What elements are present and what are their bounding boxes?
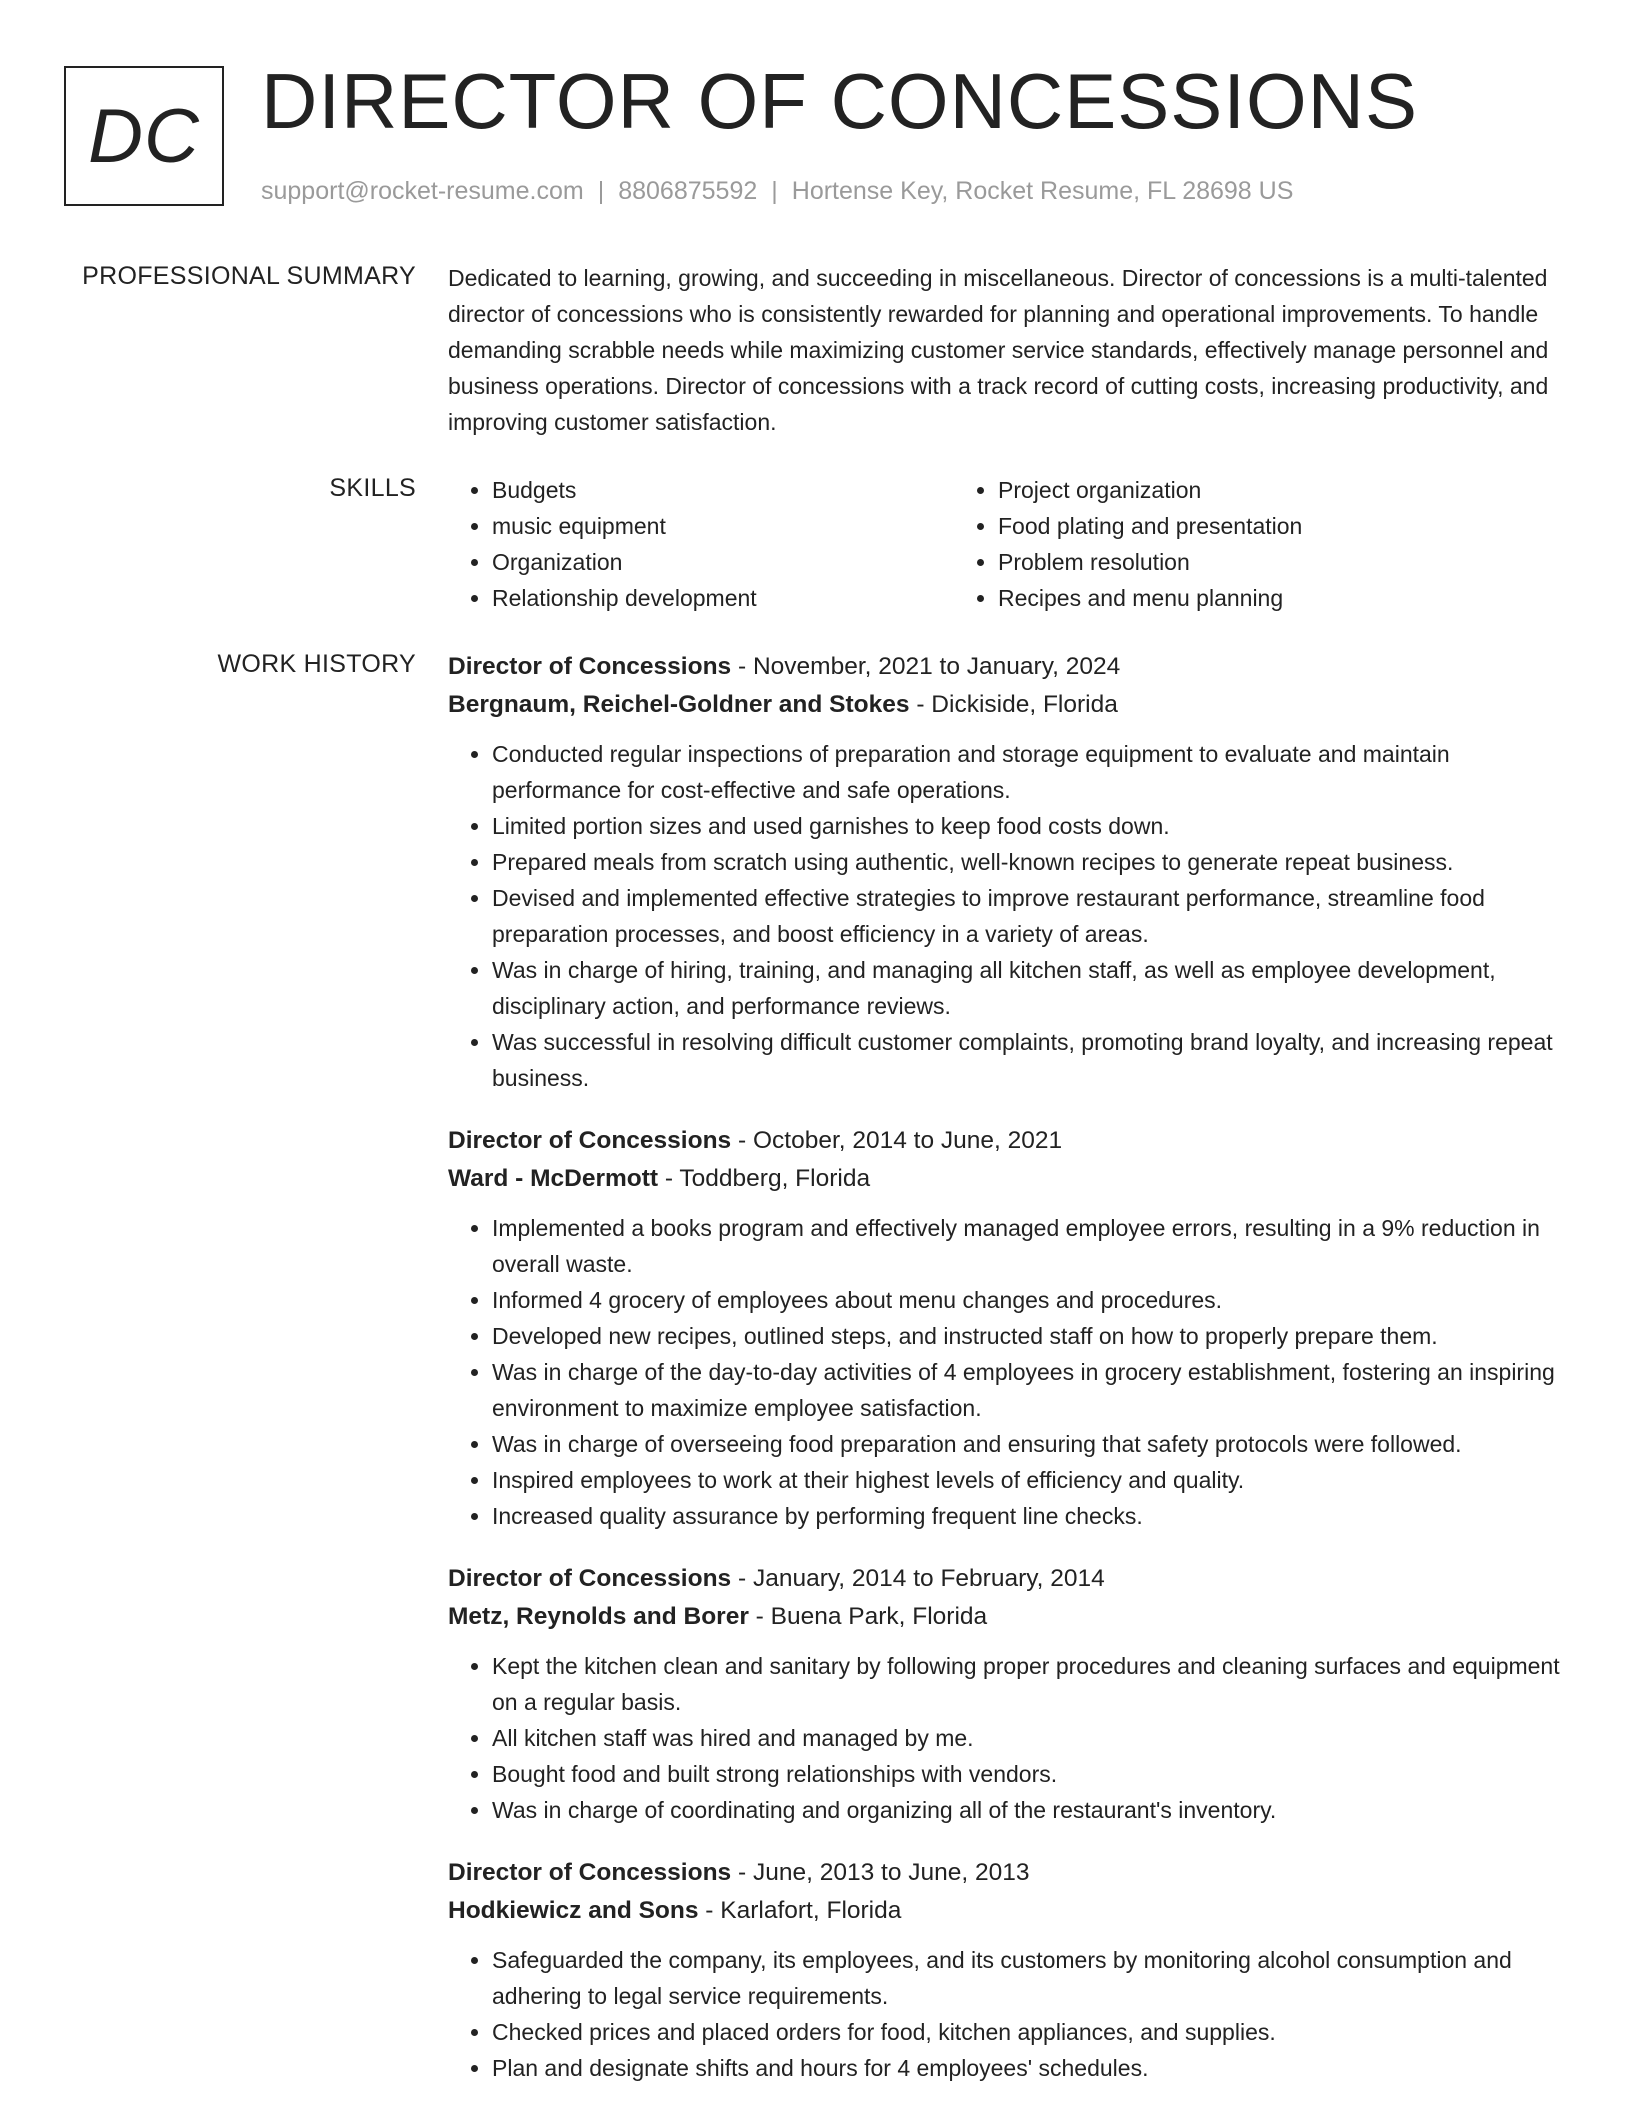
job-dates: - November, 2021 to January, 2024 [731,653,1121,680]
skill-item: • music equipment [492,508,954,544]
skill-item: • Problem resolution [998,544,1460,580]
job-company-line [448,1598,1570,1636]
job-title: Director of Concessions [448,1127,732,1154]
job-title-line [448,1560,1570,1598]
job-bullets [448,1210,1570,1534]
contact-separator: | [771,177,778,205]
skills-column-left [448,472,954,616]
skills-column-right [954,472,1460,616]
job-title: Director of Concessions [448,1859,732,1886]
job-title-line [448,1122,1570,1160]
contact-line [261,175,1293,207]
job-title: Director of Concessions [448,1565,732,1592]
job-company-line [448,686,1570,724]
job-bullet: • Was in charge of hiring, training, and managing all kitchen staff, as well as employee development, disciplinary action, and performance reviews. [492,952,1570,1024]
job-bullet: • Implemented a books program and effectively managed employee errors, resulting in a 9% reduction in overall waste. [492,1210,1570,1282]
job-company: Hodkiewicz and Sons [448,1897,699,1924]
job-bullets [448,736,1570,1096]
job-company-line [448,1892,1570,1930]
contact-address: Hortense Key, Rocket Resume, FL 28698 US [791,177,1294,205]
job-location: - Karlafort, Florida [698,1897,902,1924]
skills-list [448,472,1570,616]
job-bullet: • Was in charge of the day-to-day activities of 4 employees in grocery establishment, fostering an inspiring environment to maximize employee satisfaction. [492,1354,1570,1426]
job-title: Director of Concessions [448,653,732,680]
skill-item: • Organization [492,544,954,580]
job-bullet: • Plan and designate shifts and hours for 4 employees' schedules. [492,2050,1570,2086]
work-history-heading: WORK HISTORY [217,650,416,678]
skill-item: • Project organization [998,472,1460,508]
job-dates: - June, 2013 to June, 2013 [731,1859,1030,1886]
summary-text: Dedicated to learning, growing, and succeeding in miscellaneous. Director of concessions is a multi-talented director of concessions who is consistently rewarded for planning and operational improvements. To handle demanding scrabble needs while maximizing customer service standards, effectively manage personnel and business operations. Director of concessions with a track record of cutting costs, increasing productivity, and improving customer satisfaction. [448,265,1549,435]
job-bullet: • Kept the kitchen clean and sanitary by following proper procedures and cleaning surfaces and equipment on a regular basis. [492,1648,1570,1720]
page-title: DIRECTOR OF CONCESSIONS [261,57,1419,145]
skill-item: • Relationship development [492,580,954,616]
job-dates: - January, 2014 to February, 2014 [731,1565,1105,1592]
job-entry [448,648,1570,1096]
work-history-list [448,648,1570,2112]
job-entry [448,1122,1570,1534]
job-bullet: • Developed new recipes, outlined steps, and instructed staff on how to properly prepare them. [492,1318,1570,1354]
job-bullet: • Bought food and built strong relationships with vendors. [492,1756,1570,1792]
skill-item: • Food plating and presentation [998,508,1460,544]
contact-separator: | [597,177,605,205]
summary-heading: PROFESSIONAL SUMMARY [82,262,416,290]
job-location: - Toddberg, Florida [658,1165,871,1192]
job-bullet: • Inspired employees to work at their highest levels of efficiency and quality. [492,1462,1570,1498]
job-company: Metz, Reynolds and Borer [448,1603,749,1630]
job-bullets [448,1648,1570,1828]
job-bullet: • Increased quality assurance by performing frequent line checks. [492,1498,1570,1534]
job-company: Ward - McDermott [448,1165,659,1192]
job-entry [448,1560,1570,1828]
skills-heading: SKILLS [329,474,416,502]
skill-item: • Budgets [492,472,954,508]
skill-item: • Recipes and menu planning [998,580,1460,616]
job-title-line [448,648,1570,686]
job-dates: - October, 2014 to June, 2021 [731,1127,1063,1154]
initials-monogram: DC [64,66,224,206]
job-bullet: • Conducted regular inspections of preparation and storage equipment to evaluate and maintain performance for cost-effective and safe operations. [492,736,1570,808]
job-bullet: • Devised and implemented effective strategies to improve restaurant performance, streamline food preparation processes, and boost efficiency in a variety of areas. [492,880,1570,952]
job-entry [448,1854,1570,2086]
job-bullet: • Informed 4 grocery of employees about menu changes and procedures. [492,1282,1570,1318]
job-bullet: • Was in charge of coordinating and organizing all of the restaurant's inventory. [492,1792,1570,1828]
job-bullet: • Limited portion sizes and used garnishes to keep food costs down. [492,808,1570,844]
job-location: - Dickiside, Florida [909,691,1118,718]
job-bullet: • All kitchen staff was hired and managed by me. [492,1720,1570,1756]
job-bullet: • Safeguarded the company, its employees, and its customers by monitoring alcohol consumption and adhering to legal service requirements. [492,1942,1570,2014]
contact-phone[interactable]: 8806875592 [618,177,758,205]
job-bullet: • Prepared meals from scratch using authentic, well-known recipes to generate repeat business. [492,844,1570,880]
job-location: - Buena Park, Florida [748,1603,988,1630]
job-bullet: • Checked prices and placed orders for food, kitchen appliances, and supplies. [492,2014,1570,2050]
contact-email[interactable]: support@rocket-resume.com [261,177,584,205]
job-company: Bergnaum, Reichel-Goldner and Stokes [448,691,910,718]
job-bullet: • Was in charge of overseeing food preparation and ensuring that safety protocols were followed. [492,1426,1570,1462]
job-title-line [448,1854,1570,1892]
job-bullets [448,1942,1570,2086]
job-bullet: • Was successful in resolving difficult customer complaints, promoting brand loyalty, and increasing repeat business. [492,1024,1570,1096]
job-company-line [448,1160,1570,1198]
